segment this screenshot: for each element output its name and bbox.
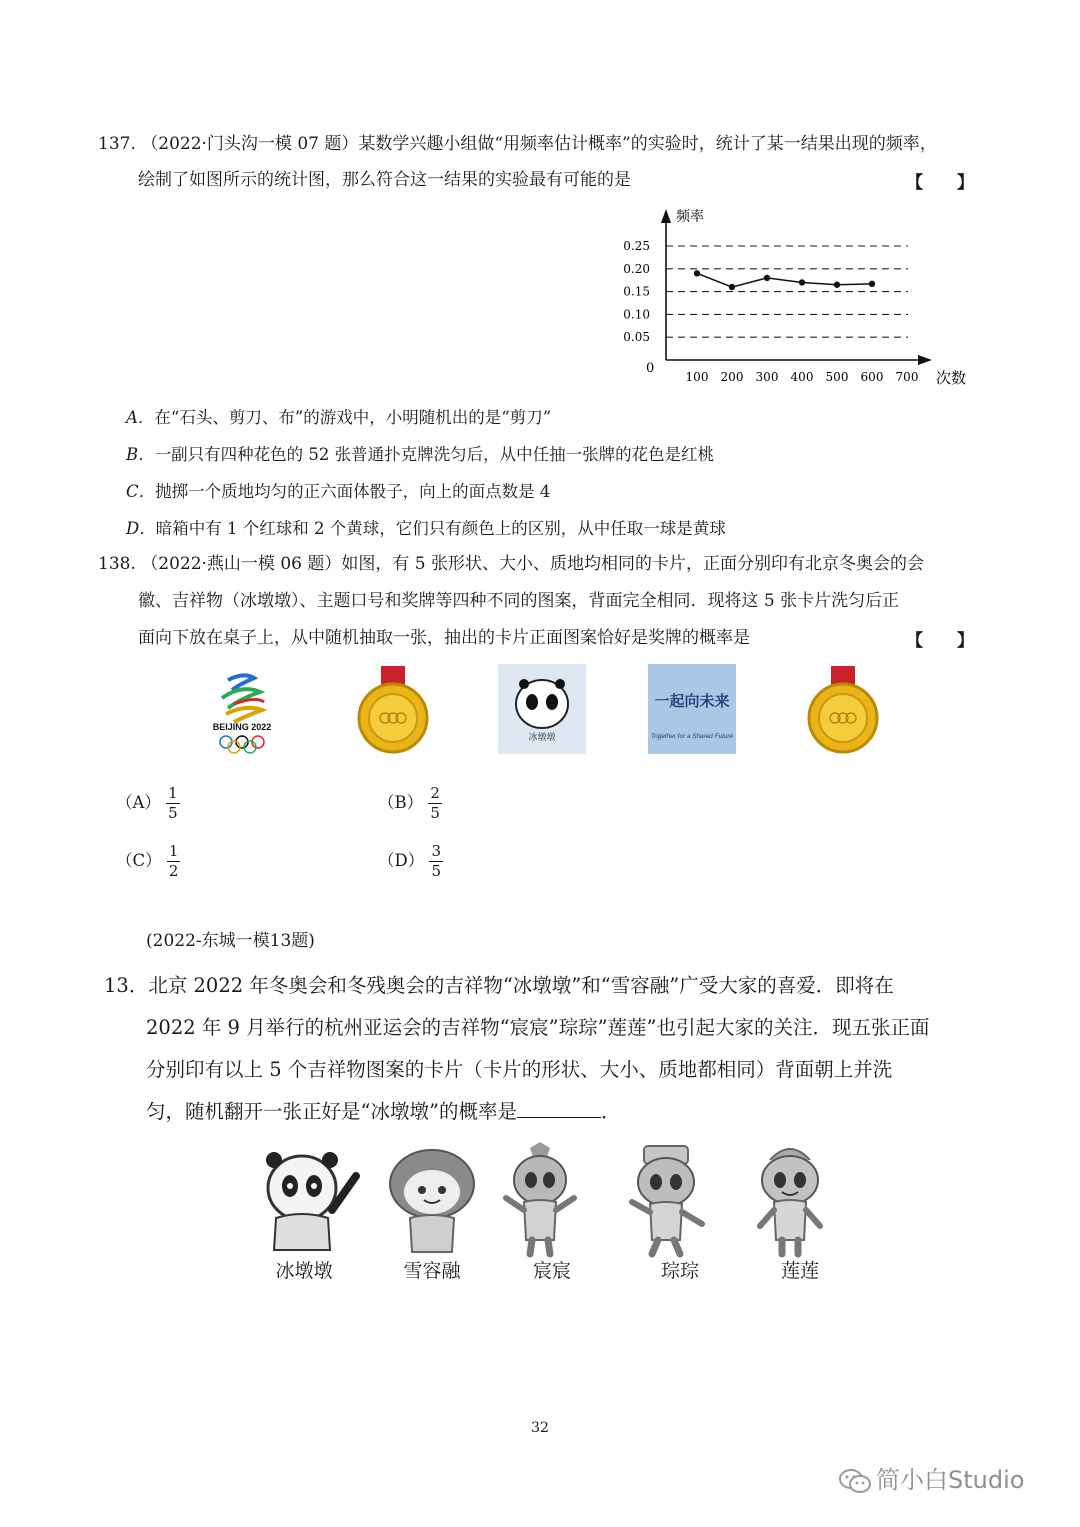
- data-point: [764, 275, 770, 281]
- q138-line1: 138. （2022·燕山一模 06 题）如图，有 5 张形状、大小、质地均相同的卡片，正面分别印有北京冬奥会的会: [98, 554, 924, 574]
- option-b-text: 一副只有四种花色的 52 张普通扑克牌洗匀后，从中任抽一张牌的花色是红桃: [154, 445, 715, 464]
- x-tick-label: 300: [755, 370, 779, 384]
- slogan-cn: 一起向未来: [654, 692, 730, 710]
- q138-option-a: [116, 784, 180, 823]
- page-number: 32: [531, 1420, 549, 1436]
- x-axis-label: 次数: [936, 369, 967, 387]
- series-line: [697, 273, 872, 287]
- wechat-icon: [838, 1468, 872, 1494]
- option-c-label: （C）: [116, 851, 162, 870]
- fraction-a: $\frac{1}{5}$: [168, 784, 178, 822]
- data-point: [799, 279, 805, 285]
- mascot-bing-dwen-dwen: [244, 1140, 364, 1258]
- card-emblem: [198, 664, 286, 754]
- q138-answer-bracket: 【 】: [906, 631, 974, 651]
- q137-option-c: [126, 478, 550, 502]
- option-c-text: 抛掷一个质地均匀的正六面体骰子，向上的面点数是 4: [155, 482, 551, 501]
- q13-line4: [146, 1096, 620, 1124]
- shuey-rhon-rhon-mascot-icon: [372, 1140, 492, 1258]
- option-d-label: D．: [126, 519, 156, 538]
- card-slogan: [648, 664, 736, 754]
- card-medal-2: [799, 664, 887, 754]
- x-tick-label: 400: [790, 370, 814, 384]
- option-a-text: 在“石头、剪刀、布”的游戏中，小明随机出的是“剪刀”: [154, 408, 552, 427]
- q138-option-c: [116, 842, 180, 881]
- lianlian-mascot-icon: [730, 1140, 850, 1258]
- y-axis-label: 频率: [676, 209, 704, 225]
- mascot-label-chenchen: 宸宸: [532, 1260, 571, 1282]
- bing-dwen-dwen-icon: [498, 664, 586, 754]
- option-b-label: （B）: [378, 793, 424, 812]
- q137-option-a: [126, 404, 551, 428]
- option-d-label: （D）: [378, 851, 425, 870]
- slogan-en: Together for a Shared Future: [650, 733, 734, 740]
- q13-line2: 2022 年 9 月举行的杭州亚运会的吉祥物“宸宸”琮琮”莲莲”也引起大家的关注．现五张正面: [146, 1016, 930, 1039]
- q13-line1: 13．北京 2022 年冬奥会和冬残奥会的吉祥物“冰墩墩”和“雪容融”广受大家的喜爱．即将在: [104, 974, 894, 997]
- fraction-d: $\frac{3}{5}$: [431, 842, 442, 880]
- q13-source: (2022-东城一模13题): [146, 931, 315, 951]
- q13-line4-text: 匀，随机翻开一张正好是“冰墩墩”的概率是: [146, 1100, 517, 1123]
- y-tick-label: 0.15: [623, 284, 650, 299]
- answer-blank: [517, 1097, 601, 1118]
- card-medal-1: [349, 664, 437, 754]
- q138-line2: 徽、吉祥物（冰墩墩）、主题口号和奖牌等四种不同的图案，背面完全相同．现将这 5 张卡片洗匀后正: [138, 591, 900, 611]
- q13-line4-end: ．: [600, 1100, 621, 1123]
- x-axis-arrow: [918, 355, 932, 365]
- option-a-label: （A）: [116, 793, 161, 812]
- data-point: [694, 270, 700, 276]
- mascot-lianlian: [730, 1140, 850, 1258]
- gold-medal-icon: [799, 664, 887, 754]
- emblem-text: BEIJING 2022: [212, 722, 272, 732]
- q137-line2: 绘制了如图所示的统计图，那么符合这一结果的实验最有可能的是: [138, 170, 631, 190]
- chenchen-mascot-icon: [480, 1140, 600, 1258]
- mascot-label-congcong: 琮琮: [660, 1260, 699, 1282]
- card-mascot: [498, 664, 586, 754]
- mascot-chenchen: [480, 1140, 600, 1258]
- x-tick-label: 700: [895, 370, 919, 384]
- y-tick-label: 0.25: [623, 239, 650, 253]
- y-axis-arrow: [661, 209, 671, 223]
- q138-line3: 面向下放在桌子上，从中随机抽取一张，抽出的卡片正面图案恰好是奖牌的概率是: [138, 628, 750, 648]
- q137-answer-bracket: 【 】: [906, 173, 974, 193]
- frequency-line-chart: [590, 205, 990, 395]
- q137-line1: 137. （2022·门头沟一模 07 题）某数学兴趣小组做“用频率估计概率”的实验时，统计了某一结果出现的频率，: [98, 134, 937, 154]
- x-tick-label: 600: [860, 370, 884, 384]
- fraction-b: $\frac{2}{5}$: [430, 784, 440, 822]
- mascot-label-bing-dwen-dwen: 冰墩墩: [275, 1260, 333, 1282]
- q138-option-b: [378, 784, 442, 823]
- q138-option-d: [378, 842, 443, 881]
- mascot-card-text: 冰墩墩: [528, 733, 556, 743]
- slogan-card-icon: [648, 664, 736, 754]
- origin-label: 0: [646, 361, 655, 376]
- q13-line3: 分别印有以上 5 个吉祥物图案的卡片（卡片的形状、大小、质地都相同）背面朝上并洗: [146, 1058, 893, 1081]
- option-c-label: C．: [126, 482, 156, 501]
- option-b-label: B．: [126, 445, 155, 464]
- fraction-c: $\frac{1}{2}$: [168, 842, 179, 880]
- mascot-label-shuey-rhon-rhon: 雪容融: [403, 1260, 461, 1282]
- x-tick-label: 100: [685, 370, 709, 384]
- data-point: [729, 284, 735, 290]
- mascot-shuey-rhon-rhon: [372, 1140, 492, 1258]
- option-a-label: A．: [126, 408, 155, 427]
- bing-dwen-dwen-mascot-icon: [244, 1140, 364, 1258]
- mascot-congcong: [606, 1140, 726, 1258]
- data-point: [834, 282, 840, 288]
- mascot-label-lianlian: 莲莲: [780, 1260, 819, 1282]
- watermark: [838, 1460, 1024, 1495]
- y-tick-label: 0.10: [623, 307, 650, 322]
- x-tick-label: 200: [720, 370, 744, 384]
- watermark-text: 简小白Studio: [876, 1466, 1025, 1494]
- winter-olympics-emblem-icon: [198, 664, 286, 754]
- y-tick-label: 0.20: [623, 261, 650, 276]
- q137-option-d: [126, 515, 726, 539]
- x-tick-label: 500: [825, 370, 849, 384]
- q137-option-b: [126, 441, 714, 465]
- y-tick-label: 0.05: [623, 330, 650, 345]
- congcong-mascot-icon: [606, 1140, 726, 1258]
- gold-medal-icon: [349, 664, 437, 754]
- option-d-text: 暗箱中有 1 个红球和 2 个黄球，它们只有颜色上的区别，从中任取一球是黄球: [155, 519, 726, 538]
- data-point: [869, 281, 875, 287]
